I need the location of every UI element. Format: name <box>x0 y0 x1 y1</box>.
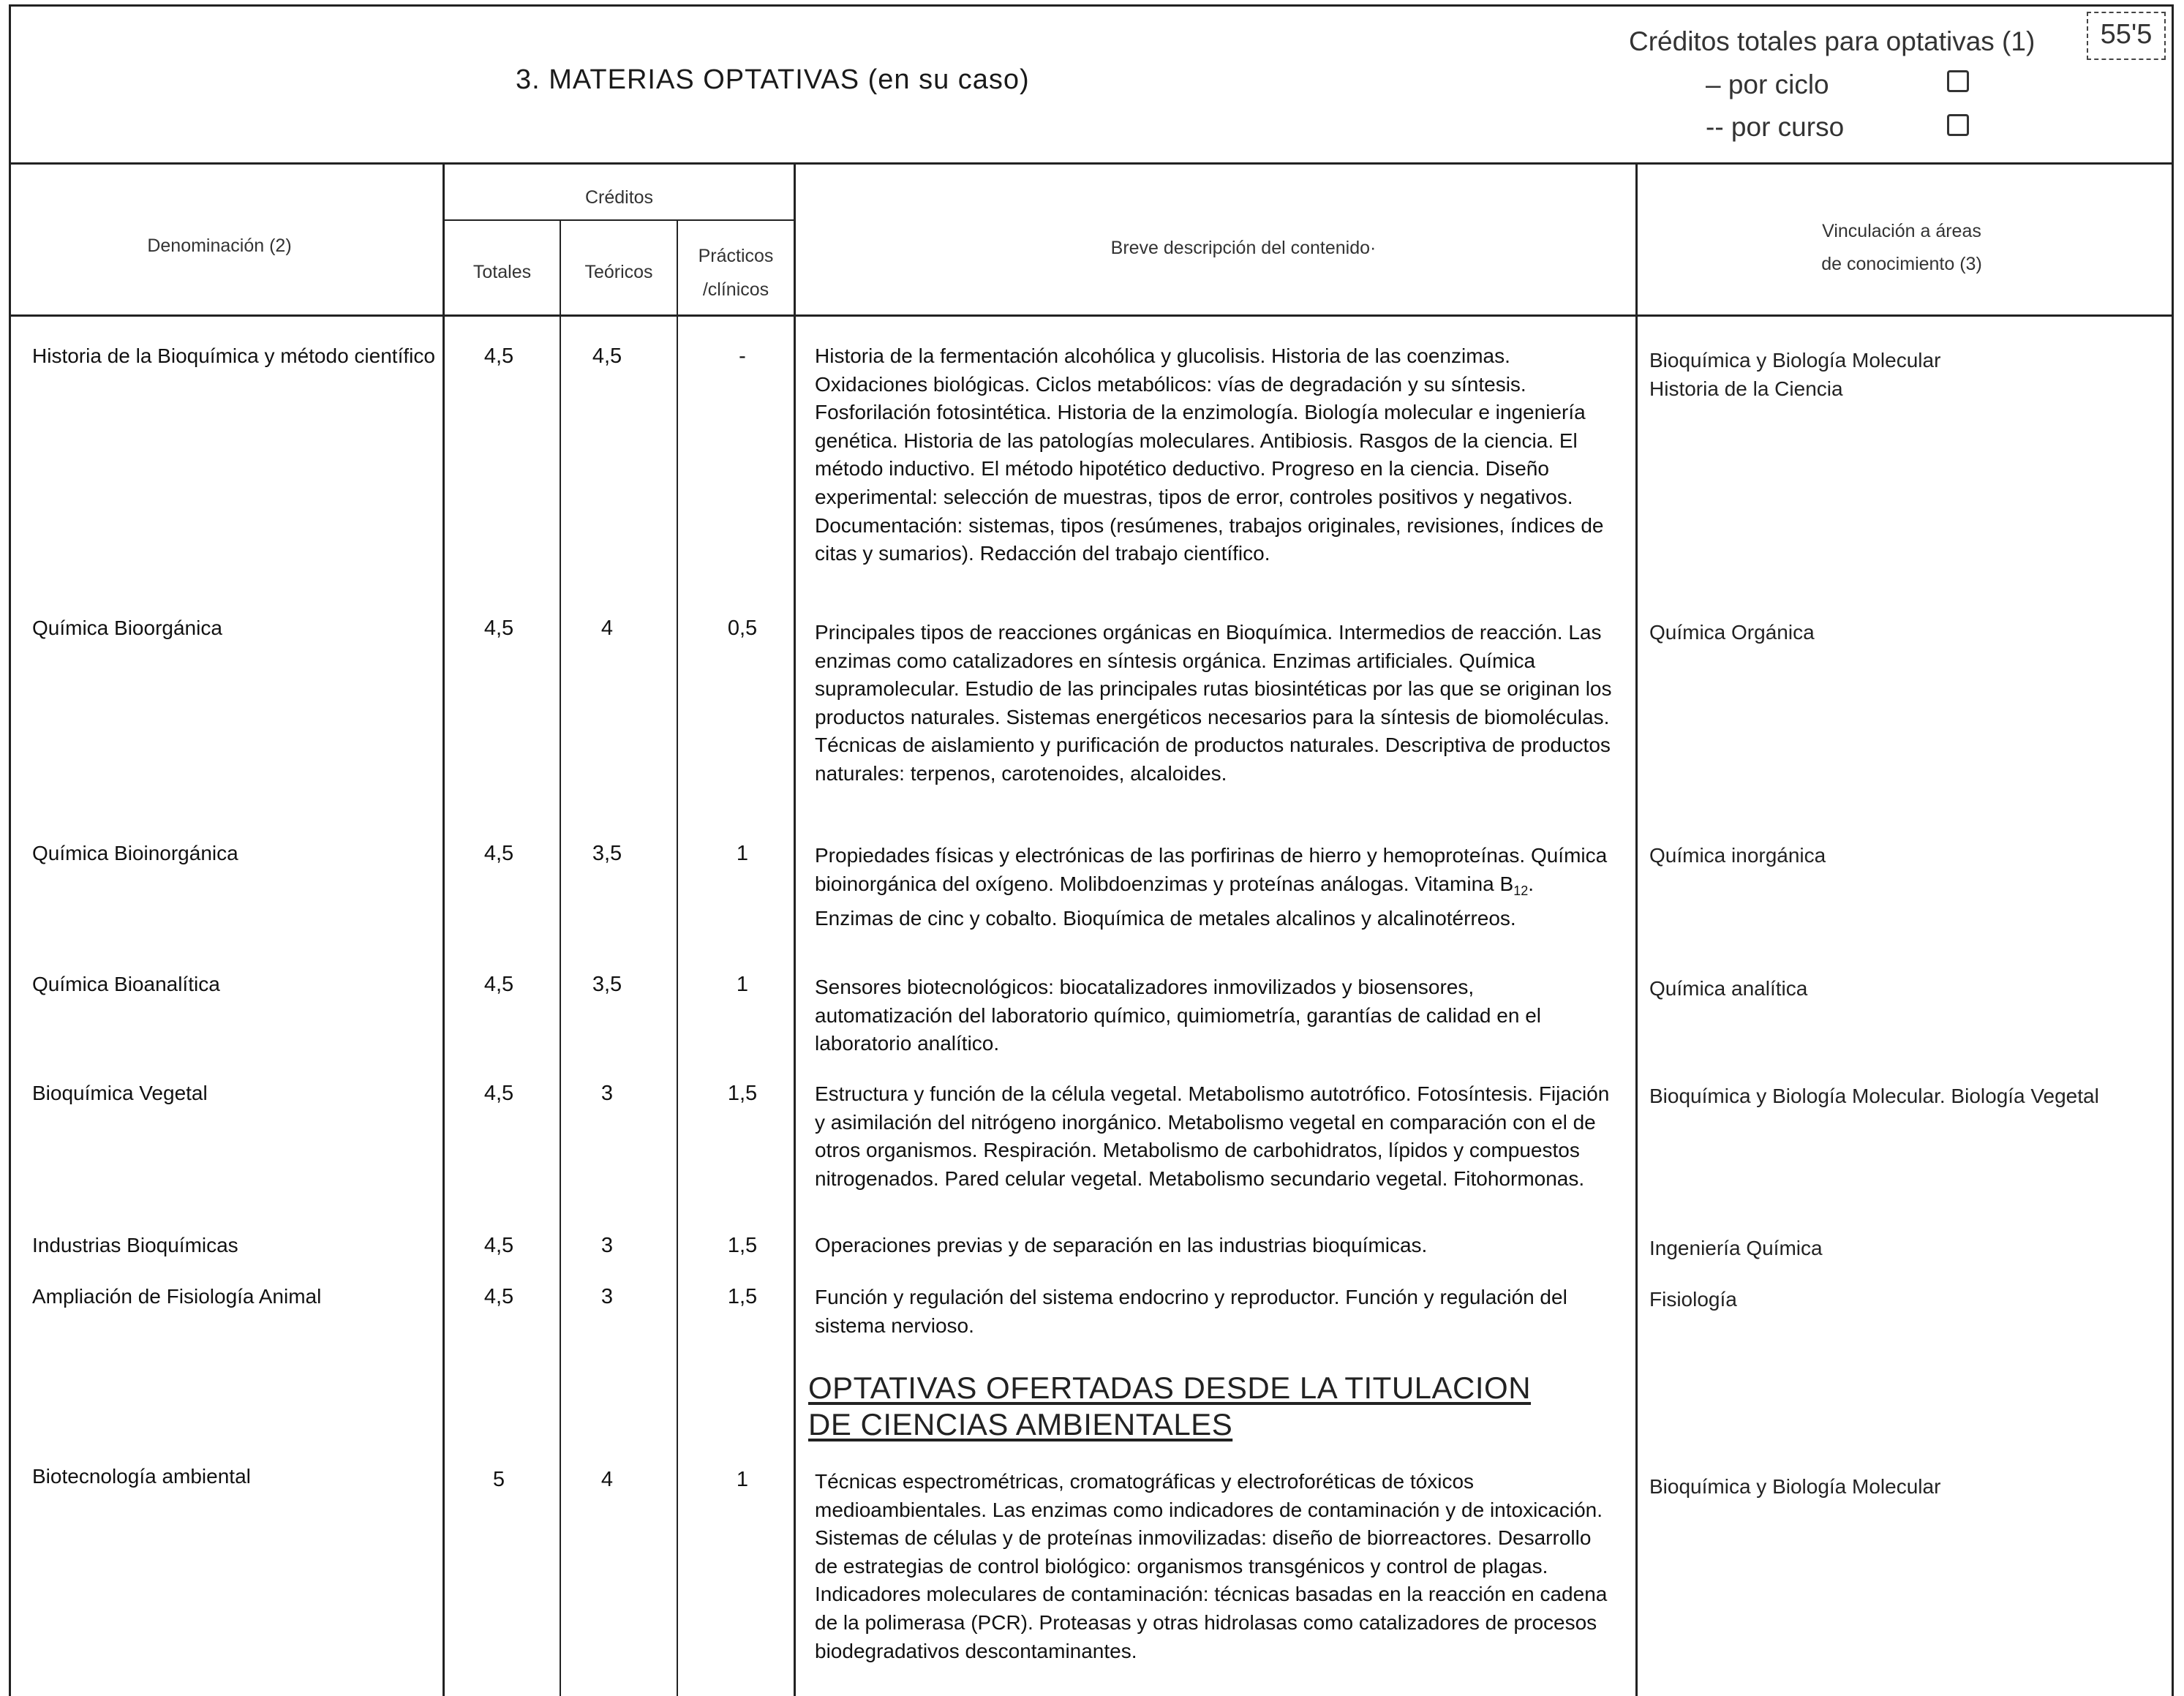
header-denominacion: Denominación (2) <box>147 235 292 256</box>
col-divider-5 <box>1635 162 1638 1696</box>
row-2-area: Química Orgánica <box>1649 621 1815 644</box>
per-curso-checkbox[interactable] <box>1947 114 1969 136</box>
col-divider-4 <box>794 162 796 1696</box>
row-5-description: Estructura y función de la célula vegetal. Metabolismo autotrófico. Fotosíntesis. Fijación y asimilación del nitrógeno inorgánico. Metabolismo vegetal en comparación con el de otros organismos. Respiración. Metabolismo de carbohidratos, lípidos y compuestos nitrogenados. Pared celular vegetal. Metabolismo secundario vegetal. Fitohormonas. <box>815 1082 1610 1190</box>
creditos-subheader-line <box>443 219 794 221</box>
row-4-name: Química Bioanalítica <box>32 973 220 995</box>
row-1-teoricos: 4,5 <box>592 344 622 368</box>
optativas-subheading: OPTATIVAS OFERTADAS DESDE LA TITULACION DE CIENCIAS AMBIENTALES <box>808 1371 1532 1441</box>
header-vinculacion-2: de conocimiento (3) <box>1821 254 1982 274</box>
row-8-area: Bioquímica y Biología Molecular <box>1649 1475 1941 1498</box>
row-3-practicos: 1 <box>736 842 749 865</box>
row-7-description: Función y regulación del sistema endocrino y reproductor. Función y regulación del sistema nervioso. <box>815 1286 1567 1337</box>
header-vinculacion-1: Vinculación a áreas <box>1822 221 1981 241</box>
row-7-area: Fisiología <box>1649 1288 1737 1311</box>
header-practicos: Prácticos <box>698 246 774 266</box>
row-3-totales: 4,5 <box>483 842 514 865</box>
row-8-name: Biotecnología ambiental <box>32 1465 251 1488</box>
row-2-name: Química Bioorgánica <box>32 617 222 639</box>
credits-total-value: 55'5 <box>2087 12 2166 60</box>
row-8-practicos: 1 <box>736 1468 749 1491</box>
header-descripcion: Breve descripción del contenido· <box>1110 238 1377 258</box>
row-6-teoricos: 3 <box>600 1234 614 1257</box>
row-1-area: Bioquímica y Biología Molecular Historia de la Ciencia <box>1649 349 1941 400</box>
credits-total-label: Créditos totales para optativas (1) <box>1629 26 2036 56</box>
row-6-description: Operaciones previas y de separación en las industrias bioquímicas. <box>815 1234 1428 1256</box>
table-header-bottom-line <box>9 314 2174 317</box>
row-8-totales: 5 <box>492 1468 505 1491</box>
per-ciclo-checkbox[interactable] <box>1947 70 1969 92</box>
section-title: 3. MATERIAS OPTATIVAS (en su caso) <box>516 64 1030 95</box>
row-3-description-subscript: 12 <box>1513 883 1529 898</box>
row-1-name: Historia de la Bioquímica y método científico <box>32 344 435 367</box>
row-5-area: Bioquímica y Biología Molecular. Biología Vegetal <box>1649 1085 2099 1107</box>
row-5-teoricos: 3 <box>600 1082 614 1105</box>
row-7-name: Ampliación de Fisiología Animal <box>32 1285 322 1308</box>
row-7-teoricos: 3 <box>600 1285 614 1308</box>
col-divider-1 <box>443 162 445 1696</box>
row-4-area: Química analítica <box>1649 977 1808 1000</box>
row-7-practicos: 1,5 <box>727 1285 758 1308</box>
header-divider <box>9 162 2174 165</box>
row-5-name: Bioquímica Vegetal <box>32 1082 208 1104</box>
row-2-teoricos: 4 <box>600 617 614 640</box>
row-6-totales: 4,5 <box>483 1234 514 1257</box>
row-3-name: Química Bioinorgánica <box>32 842 238 864</box>
row-6-name: Industrias Bioquímicas <box>32 1234 238 1256</box>
row-2-description: Principales tipos de reacciones orgánicas en Bioquímica. Intermedios de reacción. Las enzimas como catalizadores en síntesis orgánica. Enzimas artificiales. Química supramolecular. Estudio de las principales rutas biosintéticas por las que se originan los productos naturales. Sistemas energéticos necesarios para la síntesis de biomoléculas. Técnicas de aislamiento y purificación de productos naturales. Descriptiva de productos naturales: terpenos, carotenoides, alcaloides. <box>815 621 1612 785</box>
row-6-practicos: 1,5 <box>727 1234 758 1257</box>
col-divider-2 <box>560 219 561 1696</box>
per-curso-label: -- por curso <box>1706 112 1845 142</box>
row-4-practicos: 1 <box>736 973 749 996</box>
row-8-teoricos: 4 <box>600 1468 614 1491</box>
row-5-totales: 4,5 <box>483 1082 514 1105</box>
row-3-description-post: . Enzimas de cinc y cobalto. Bioquímica de metales alcalinos y alcalinotérreos. <box>815 872 1534 930</box>
col-divider-3 <box>677 219 678 1696</box>
row-3-teoricos: 3,5 <box>592 842 622 865</box>
header-clinicos: /clínicos <box>702 279 769 300</box>
row-1-description: Historia de la fermentación alcohólica y glucolisis. Historia de las coenzimas. Oxidaciones biológicas. Ciclos metabólicos: vías de degradación y su síntesis. Fosforilación fotosintética. Historia de la enzimología. Biología molecular e ingeniería genética. Historia de las patologías moleculares. Antibiosis. Rasgos de la ciencia. El método inductivo. El método hipotético deductivo. Progreso en la ciencia. Diseño experimental: selección de muestras, tipos de error, controles positivos y negativos. Documentación: sistemas, tipos (resúmenes, trabajos originales, revisiones, índices de citas y sumarios). Redacción del trabajo científico. <box>815 344 1604 565</box>
row-2-practicos: 0,5 <box>727 617 758 640</box>
row-1-totales: 4,5 <box>483 344 514 368</box>
row-5-practicos: 1,5 <box>727 1082 758 1105</box>
row-2-totales: 4,5 <box>483 617 514 640</box>
row-3-description <box>815 842 1612 933</box>
row-3-description-pre: Propiedades físicas y electrónicas de las porfirinas de hierro y hemoproteínas. Química bioinorgánica del oxígeno. Molibdoenzimas y proteínas análogas. Vitamina B <box>815 844 1608 895</box>
row-1-practicos: - <box>739 344 746 368</box>
row-6-area: Ingeniería Química <box>1649 1237 1823 1259</box>
row-4-totales: 4,5 <box>483 973 514 996</box>
header-totales: Totales <box>472 262 532 282</box>
row-8-description: Técnicas espectrométricas, cromatográficas y electroforéticas de tóxicos medioambientales. Las enzimas como indicadores de contaminación y de intoxicación. Sistemas de células y de proteínas inmovilizadas: diseño de biorreactores. Desarrollo de estrategias de control biológico: organismos transgénicos y control de plagas. Indicadores moleculares de contaminación: técnicas basadas en la reacción en cadena de la polimerasa (PCR). Proteasas y otras hidrolasas como catalizadores de procesos biodegradativos descontaminantes. <box>815 1470 1608 1662</box>
row-4-description: Sensores biotecnológicos: biocatalizadores inmovilizados y biosensores, automatización del laboratorio químico, quimiometría, garantías de calidad en el laboratorio analítico. <box>815 976 1542 1055</box>
row-7-totales: 4,5 <box>483 1285 514 1308</box>
row-3-area: Química inorgánica <box>1649 844 1826 867</box>
header-teoricos: Teóricos <box>584 262 653 282</box>
header-creditos: Créditos <box>584 187 654 208</box>
row-4-teoricos: 3,5 <box>592 973 622 996</box>
per-ciclo-label: – por ciclo <box>1706 69 1829 99</box>
